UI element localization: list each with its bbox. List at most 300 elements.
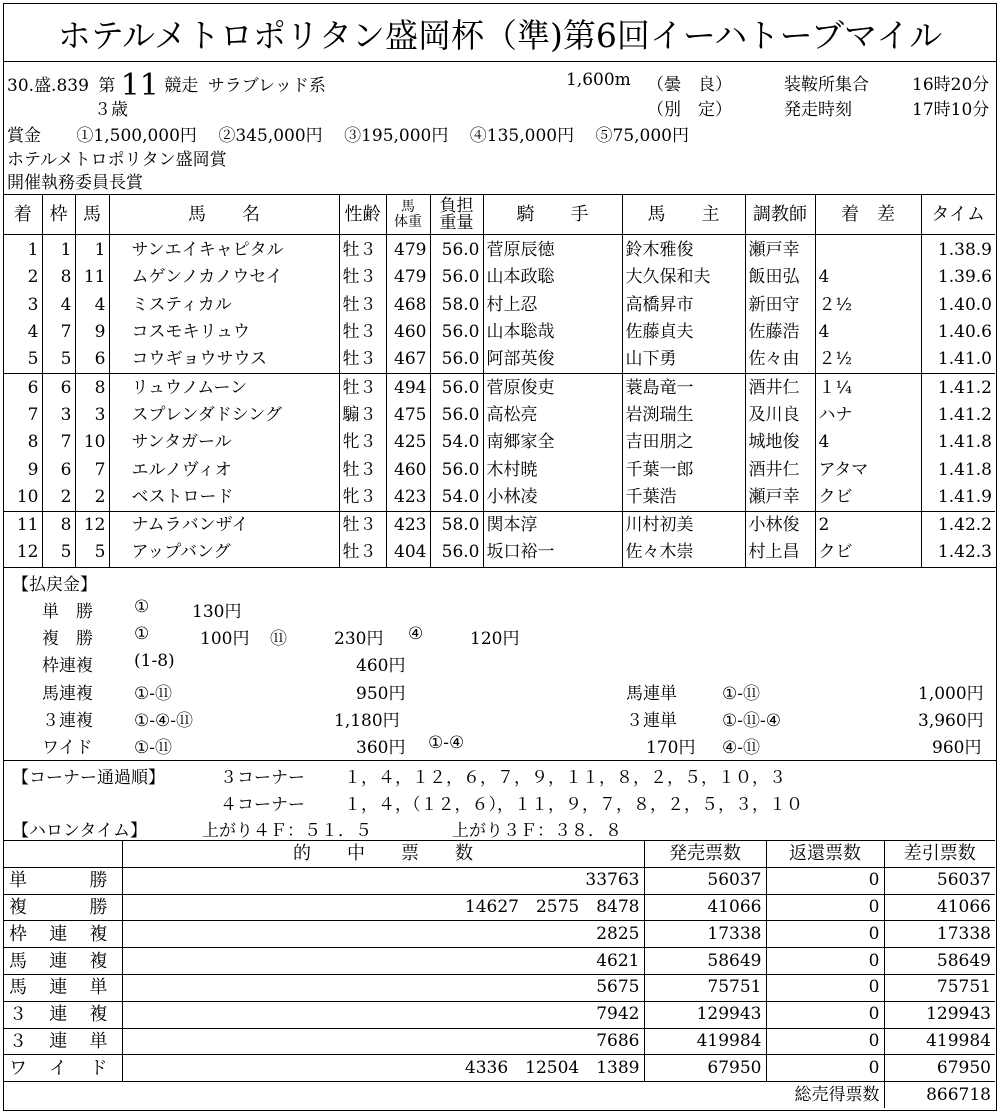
result-jockey: 村上忍 <box>483 292 622 319</box>
result-body-weight: 460 <box>386 319 430 346</box>
result-horse-name: サンエイキャピタル <box>109 235 339 265</box>
payout-tansho-label: 単 勝 <box>42 602 93 622</box>
result-body-weight: 494 <box>386 374 430 402</box>
payout-heading: 【払戻金】 <box>12 575 97 595</box>
results-body <box>4 235 995 567</box>
result-horse-name: サンタガール <box>109 429 339 456</box>
col-burden-bottom: 重量 <box>439 212 474 233</box>
payout-wakuren-combo: (1-8) <box>134 651 175 671</box>
prize-3: ③195,000円 <box>344 126 449 146</box>
payout-sanrentan-amount: 3,960円 <box>918 711 984 731</box>
result-margin: クビ <box>815 539 921 566</box>
result-trainer: 新田守 <box>745 292 815 319</box>
result-time: 1.41.8 <box>921 429 995 456</box>
result-horse-no: 9 <box>75 319 109 346</box>
col-margin: 着 差 <box>815 195 921 235</box>
result-sex-age: 牝３ <box>339 429 386 456</box>
col-body-weight-bottom: 体重 <box>394 213 422 230</box>
result-body-weight: 404 <box>386 539 430 566</box>
payout-wide-amount-1: 360円 <box>356 738 406 758</box>
result-jockey: 山本政聡 <box>483 264 622 291</box>
result-row <box>4 539 995 566</box>
result-horse-no: 3 <box>75 402 109 429</box>
votes-sold: 41066 <box>644 894 766 921</box>
payout-tansho-combo: ① <box>134 597 150 617</box>
votes-hits: 4621 <box>122 948 644 975</box>
result-row <box>4 235 995 265</box>
corner-divider <box>4 760 996 761</box>
result-burden: 54.0 <box>430 429 483 456</box>
result-horse-no: 4 <box>75 292 109 319</box>
race-code-line <box>7 68 326 103</box>
race-number: 11 <box>120 68 159 103</box>
votes-net: 17338 <box>884 921 995 948</box>
result-jockey: 菅原俊吏 <box>483 374 622 402</box>
result-time: 1.42.3 <box>921 539 995 566</box>
result-owner: 千葉一郎 <box>622 456 745 483</box>
result-time: 1.38.9 <box>921 235 995 265</box>
votes-refund: 0 <box>766 974 884 1001</box>
result-rank: 3 <box>27 294 39 315</box>
result-trainer: 村上昌 <box>745 539 815 566</box>
col-body-weight <box>386 195 430 235</box>
result-horse-no: 1 <box>75 235 109 265</box>
result-horse-no: 5 <box>75 539 109 566</box>
prize-5: ⑤75,000円 <box>595 126 689 146</box>
result-margin: クビ <box>815 484 921 512</box>
votes-col-refund: 返還票数 <box>766 841 884 868</box>
votes-refund: 0 <box>766 867 884 894</box>
result-rank: 11 <box>4 511 42 539</box>
result-margin: 4 <box>815 319 921 346</box>
result-sex-age: 牝３ <box>339 484 386 512</box>
result-body-weight: 423 <box>386 484 430 512</box>
votes-refund: 0 <box>766 894 884 921</box>
col-time: タイム <box>921 195 995 235</box>
result-row <box>4 484 995 512</box>
votes-net: 67950 <box>884 1055 995 1082</box>
votes-net: 56037 <box>884 867 995 894</box>
result-burden: 56.0 <box>430 539 483 566</box>
results-table <box>4 194 995 567</box>
race-dai: 第 <box>98 76 116 96</box>
prize-4: ④135,000円 <box>469 126 575 146</box>
prize-line <box>7 121 689 146</box>
votes-net: 129943 <box>884 1001 995 1028</box>
result-trainer: 飯田弘 <box>745 264 815 291</box>
result-row <box>4 429 995 456</box>
corner-4-order: １，４，（１２，６），１１，９，７，８，２，５，３，１０ <box>344 795 803 815</box>
votes-hits: 7686 <box>122 1028 644 1055</box>
result-trainer: 佐藤浩 <box>745 319 815 346</box>
votes-refund: 0 <box>766 921 884 948</box>
col-jockey: 騎 手 <box>483 195 622 235</box>
result-margin: ２½ <box>815 292 921 319</box>
result-trainer: 酒井仁 <box>745 374 815 402</box>
result-margin: 4 <box>815 264 921 291</box>
votes-col-sold: 発売票数 <box>644 841 766 868</box>
result-time: 1.41.2 <box>921 374 995 402</box>
result-margin: ２½ <box>815 346 921 374</box>
furlong-last-3f: 上がり３Ｆ：３８．８ <box>452 821 622 841</box>
result-burden: 58.0 <box>430 511 483 539</box>
payout-wide-amount-2: 170円 <box>646 738 696 758</box>
votes-sold: 58649 <box>644 948 766 975</box>
result-burden: 58.0 <box>430 292 483 319</box>
result-horse-name: ナムラバンザイ <box>109 511 339 539</box>
result-burden: 56.0 <box>430 374 483 402</box>
result-owner: 鈴木雅俊 <box>622 235 745 265</box>
result-rank: 5 <box>27 349 39 370</box>
votes-row <box>4 948 995 975</box>
corner-heading: 【コーナー通過順】 <box>12 768 165 788</box>
result-owner: 川村初美 <box>622 511 745 539</box>
result-margin: アタマ <box>815 456 921 483</box>
result-horse-no: 8 <box>75 374 109 402</box>
result-rank: 7 <box>27 404 39 425</box>
votes-hits: 5675 <box>122 974 644 1001</box>
result-burden: 56.0 <box>430 235 483 265</box>
votes-row <box>4 1028 995 1055</box>
result-owner: 山下勇 <box>622 346 745 374</box>
col-owner: 馬 主 <box>622 195 745 235</box>
result-jockey: 小林凌 <box>483 484 622 512</box>
race-weight-rule: （別 定） <box>647 100 732 120</box>
assembly-time: 16時20分 <box>912 75 990 95</box>
result-horse-name: コウギョウサウス <box>109 346 339 374</box>
race-kyoso: 競走 <box>164 76 199 96</box>
payout-umaren-label: 馬連複 <box>42 684 93 704</box>
result-trainer: 城地俊 <box>745 429 815 456</box>
result-trainer: 瀬戸幸 <box>745 484 815 512</box>
result-time: 1.39.6 <box>921 264 995 291</box>
race-breed: サラブレッド系 <box>207 76 326 96</box>
payout-umatan-label: 馬連単 <box>626 684 677 704</box>
result-jockey: 高松亮 <box>483 402 622 429</box>
result-time: 1.41.9 <box>921 484 995 512</box>
votes-row <box>4 974 995 1001</box>
col-burden-top: 負担 <box>439 195 474 216</box>
result-burden: 56.0 <box>430 402 483 429</box>
votes-total-row <box>4 1082 995 1108</box>
votes-refund: 0 <box>766 1001 884 1028</box>
race-track-condition: （曇 良） <box>647 75 732 95</box>
result-sex-age: 牡３ <box>339 346 386 374</box>
result-trainer: 及川良 <box>745 402 815 429</box>
result-body-weight: 468 <box>386 292 430 319</box>
votes-type: ３連単 <box>4 1028 122 1055</box>
votes-col-net: 差引票数 <box>884 841 995 868</box>
votes-row <box>4 894 995 921</box>
result-jockey: 菅原辰徳 <box>483 235 622 265</box>
votes-col-hits: 的 中 票 数 <box>122 841 644 868</box>
prize-label: 賞金 <box>7 126 41 146</box>
result-owner: 岩渕瑞生 <box>622 402 745 429</box>
votes-sold: 129943 <box>644 1001 766 1028</box>
race-code: 30.盛.839 <box>7 76 89 96</box>
payout-umatan-amount: 1,000円 <box>918 684 984 704</box>
votes-sold: 67950 <box>644 1055 766 1082</box>
prize-2: ②345,000円 <box>218 126 323 146</box>
votes-row <box>4 867 995 894</box>
result-horse-name: ミスティカル <box>109 292 339 319</box>
payout-sanrentan-combo: ①-⑪-④ <box>722 711 781 731</box>
result-body-weight: 423 <box>386 511 430 539</box>
payout-wide-amount-3: 960円 <box>932 738 982 758</box>
result-horse-name: ベストロード <box>109 484 339 512</box>
result-horse-no: 7 <box>75 456 109 483</box>
result-rank: 12 <box>16 542 39 563</box>
result-owner: 大久保和夫 <box>622 264 745 291</box>
result-body-weight: 479 <box>386 235 430 265</box>
col-trainer: 調教師 <box>745 195 815 235</box>
result-trainer: 佐々由 <box>745 346 815 374</box>
result-frame: 7 <box>42 429 75 456</box>
result-owner: 千葉浩 <box>622 484 745 512</box>
votes-type: 単勝 <box>4 867 122 894</box>
result-owner: 佐々木崇 <box>622 539 745 566</box>
payout-wide-combo-3: ④-⑪ <box>722 738 760 758</box>
results-header-row <box>4 195 995 235</box>
result-sex-age: 牡３ <box>339 511 386 539</box>
payout-tansho-amount: 130円 <box>192 602 242 622</box>
result-burden: 56.0 <box>430 264 483 291</box>
result-sex-age: 牡３ <box>339 456 386 483</box>
votes-type: 複勝 <box>4 894 122 921</box>
result-burden: 56.0 <box>430 456 483 483</box>
result-body-weight: 467 <box>386 346 430 374</box>
votes-refund: 0 <box>766 1028 884 1055</box>
result-frame: 4 <box>42 292 75 319</box>
votes-hits: 14627 2575 8478 <box>122 894 644 921</box>
result-sex-age: 牡３ <box>339 319 386 346</box>
votes-hits: 33763 <box>122 867 644 894</box>
votes-type: 馬連複 <box>4 948 122 975</box>
result-row <box>4 264 995 291</box>
result-time: 1.41.2 <box>921 402 995 429</box>
result-jockey: 坂口裕一 <box>483 539 622 566</box>
result-rank: 1 <box>27 240 39 261</box>
result-row <box>4 456 995 483</box>
award-1: ホテルメトロポリタン盛岡賞 <box>7 150 227 170</box>
result-frame: 6 <box>42 456 75 483</box>
start-time: 17時10分 <box>912 100 990 120</box>
title-divider <box>4 61 996 62</box>
col-sex-age: 性齢 <box>339 195 386 235</box>
result-margin: 4 <box>815 429 921 456</box>
result-horse-name: スプレンダドシング <box>109 402 339 429</box>
race-title: ホテルメトロポリタン盛岡杯（準)第6回イーハトーブマイル <box>57 16 943 55</box>
payout-fukusho-amount-3: 120円 <box>470 629 520 649</box>
result-horse-no: 10 <box>75 429 109 456</box>
result-time: 1.40.6 <box>921 319 995 346</box>
result-horse-no: 6 <box>75 346 109 374</box>
payout-divider <box>4 567 996 568</box>
furlong-heading: 【ハロンタイム】 <box>12 821 147 841</box>
result-horse-name: アップバング <box>109 539 339 566</box>
result-body-weight: 475 <box>386 402 430 429</box>
votes-row <box>4 1001 995 1028</box>
votes-sold: 75751 <box>644 974 766 1001</box>
result-frame: 8 <box>42 264 75 291</box>
col-rank: 着 <box>4 195 42 235</box>
votes-hits: 7942 <box>122 1001 644 1028</box>
result-time: 1.42.2 <box>921 511 995 539</box>
corner-4-label: ４コーナー <box>220 795 305 815</box>
result-horse-name: コスモキリュウ <box>109 319 339 346</box>
votes-total-label: 総売得票数 <box>122 1082 884 1108</box>
votes-hits: 4336 12504 1389 <box>122 1055 644 1082</box>
result-frame: 2 <box>42 484 75 512</box>
votes-refund: 0 <box>766 1055 884 1082</box>
result-rank: 2 <box>27 267 39 288</box>
votes-sold: 17338 <box>644 921 766 948</box>
votes-type: ３連複 <box>4 1001 122 1028</box>
race-distance: 1,600m <box>566 70 631 90</box>
payout-fukusho-combo-2: ⑪ <box>270 629 287 649</box>
payout-fukusho-amount-1: 100円 <box>200 629 250 649</box>
result-body-weight: 479 <box>386 264 430 291</box>
payout-wide-combo-1: ①-⑪ <box>134 738 172 758</box>
votes-type: 枠連複 <box>4 921 122 948</box>
result-burden: 56.0 <box>430 346 483 374</box>
result-horse-no: 11 <box>75 264 109 291</box>
votes-type: ワイド <box>4 1055 122 1082</box>
result-row <box>4 374 995 402</box>
payout-wide-label: ワイド <box>42 738 93 758</box>
result-row <box>4 319 995 346</box>
result-frame: 8 <box>42 511 75 539</box>
result-frame: 1 <box>42 235 75 265</box>
result-burden: 56.0 <box>430 319 483 346</box>
col-frame: 枠 <box>42 195 75 235</box>
award-2: 開催執務委員長賞 <box>7 173 143 193</box>
result-margin: ハナ <box>815 402 921 429</box>
result-jockey: 関本淳 <box>483 511 622 539</box>
payout-wakuren-amount: 460円 <box>356 656 406 676</box>
payout-umaren-amount: 950円 <box>356 684 406 704</box>
payout-sanrenpuku-combo: ①-④-⑪ <box>134 711 193 731</box>
payout-fukusho-combo-3: ④ <box>408 624 424 644</box>
furlong-last-4f: 上がり４Ｆ：５１．５ <box>202 821 372 841</box>
payout-wakuren-label: 枠連複 <box>42 656 93 676</box>
result-row <box>4 402 995 429</box>
result-time: 1.41.8 <box>921 456 995 483</box>
payout-sanrenpuku-label: ３連複 <box>42 711 93 731</box>
result-frame: 5 <box>42 346 75 374</box>
result-horse-name: ムゲンノカノウセイ <box>109 264 339 291</box>
result-sex-age: 牡３ <box>339 264 386 291</box>
prize-1: ①1,500,000円 <box>76 126 197 146</box>
result-owner: 吉田朋之 <box>622 429 745 456</box>
result-horse-no: 12 <box>75 511 109 539</box>
result-body-weight: 460 <box>386 456 430 483</box>
votes-header-row <box>4 841 995 868</box>
result-horse-name: リュウノムーン <box>109 374 339 402</box>
corner-3-order: １，４，１２，６，７，９，１１，８，２，５，１０，３ <box>344 768 786 788</box>
votes-body <box>4 841 995 1108</box>
result-rank: 8 <box>27 432 39 453</box>
votes-total-value: 866718 <box>884 1082 995 1108</box>
result-trainer: 瀬戸幸 <box>745 235 815 265</box>
result-trainer: 酒井仁 <box>745 456 815 483</box>
result-rank: 9 <box>27 459 39 480</box>
corner-3-label: ３コーナー <box>220 768 305 788</box>
result-rank: 4 <box>27 322 39 343</box>
payout-umaren-combo: ①-⑪ <box>134 684 172 704</box>
result-row <box>4 511 995 539</box>
payout-fukusho-amount-2: 230円 <box>334 629 384 649</box>
result-jockey: 南郷家全 <box>483 429 622 456</box>
result-time: 1.40.0 <box>921 292 995 319</box>
votes-refund: 0 <box>766 948 884 975</box>
result-margin <box>815 235 921 265</box>
payout-wide-combo-2: ①-④ <box>428 733 465 753</box>
result-row <box>4 292 995 319</box>
result-rank: 6 <box>4 374 42 402</box>
votes-net: 419984 <box>884 1028 995 1055</box>
result-margin: 2 <box>815 511 921 539</box>
result-burden: 54.0 <box>430 484 483 512</box>
votes-net: 41066 <box>884 894 995 921</box>
result-frame: 5 <box>42 539 75 566</box>
result-margin: １¼ <box>815 374 921 402</box>
votes-sold: 56037 <box>644 867 766 894</box>
result-jockey: 阿部英俊 <box>483 346 622 374</box>
votes-sold: 419984 <box>644 1028 766 1055</box>
votes-net: 58649 <box>884 948 995 975</box>
result-sex-age: 牡３ <box>339 374 386 402</box>
result-frame: 6 <box>42 374 75 402</box>
result-owner: 蓑島竜一 <box>622 374 745 402</box>
votes-hits: 2825 <box>122 921 644 948</box>
result-sex-age: 牡３ <box>339 539 386 566</box>
start-label: 発走時刻 <box>784 100 852 120</box>
col-horse-no: 馬 <box>75 195 109 235</box>
votes-type: 馬連単 <box>4 974 122 1001</box>
result-sex-age: 牡３ <box>339 292 386 319</box>
result-row <box>4 346 995 374</box>
race-result-sheet <box>3 3 997 1111</box>
result-sex-age: 牡３ <box>339 235 386 265</box>
payout-fukusho-combo-1: ① <box>134 624 150 644</box>
race-age: ３歳 <box>94 100 128 120</box>
result-horse-name: エルノヴィオ <box>109 456 339 483</box>
result-owner: 佐藤貞夫 <box>622 319 745 346</box>
result-sex-age: 騸３ <box>339 402 386 429</box>
votes-total-blank <box>4 1082 122 1108</box>
col-burden <box>430 195 483 235</box>
payout-umatan-combo: ①-⑪ <box>722 684 760 704</box>
votes-col-type <box>4 841 122 868</box>
payout-sanrenpuku-amount: 1,180円 <box>334 711 400 731</box>
result-time: 1.41.0 <box>921 346 995 374</box>
result-frame: 7 <box>42 319 75 346</box>
result-owner: 高橋昇市 <box>622 292 745 319</box>
assembly-label: 装鞍所集合 <box>784 75 869 95</box>
payout-sanrentan-label: ３連単 <box>626 711 677 731</box>
result-jockey: 山本聡哉 <box>483 319 622 346</box>
result-horse-no: 2 <box>75 484 109 512</box>
result-body-weight: 425 <box>386 429 430 456</box>
result-jockey: 木村暁 <box>483 456 622 483</box>
result-trainer: 小林俊 <box>745 511 815 539</box>
votes-row <box>4 1055 995 1082</box>
payout-fukusho-label: 複 勝 <box>42 629 93 649</box>
votes-table <box>4 840 995 1108</box>
col-horse-name: 馬 名 <box>109 195 339 235</box>
votes-net: 75751 <box>884 974 995 1001</box>
